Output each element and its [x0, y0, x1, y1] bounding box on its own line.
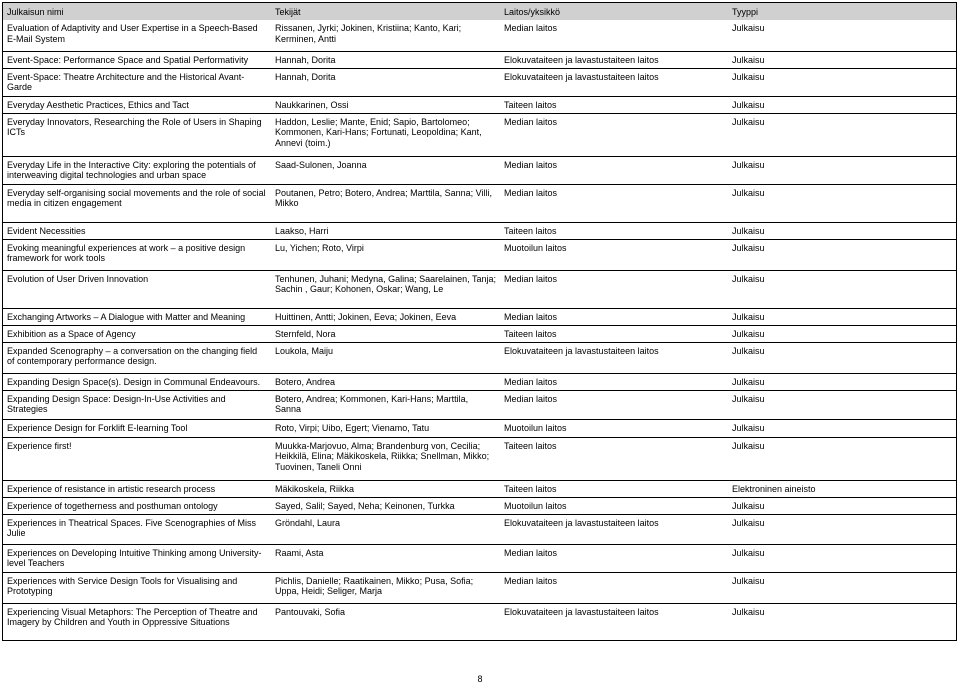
row-unit: Median laitos	[500, 270, 728, 308]
row-type: Julkaisu	[728, 390, 956, 419]
row-unit: Muotoilun laitos	[500, 419, 728, 437]
table-row	[3, 480, 956, 497]
row-type: Julkaisu	[728, 68, 956, 96]
table-row	[3, 51, 956, 68]
row-unit: Elokuvataiteen ja lavastustaiteen laitos	[500, 514, 728, 544]
row-type: Julkaisu	[728, 156, 956, 184]
table-row	[3, 572, 956, 603]
row-unit: Muotoilun laitos	[500, 497, 728, 514]
row-unit: Taiteen laitos	[500, 437, 728, 480]
row-title: Expanding Design Space: Design-In-Use Activities and Strategies	[3, 390, 271, 419]
row-authors: Tenhunen, Juhani; Medyna, Galina; Saarelainen, Tanja; Sachin , Gaur; Kohonen, Oskar; Wang, Le	[271, 270, 500, 308]
row-authors: Sayed, Salil; Sayed, Neha; Keinonen, Turkka	[271, 497, 500, 514]
table-row	[3, 544, 956, 572]
page-number: 8	[477, 674, 483, 684]
row-type: Elektroninen aineisto	[728, 480, 956, 497]
row-type: Julkaisu	[728, 308, 956, 325]
row-authors: Sternfeld, Nora	[271, 325, 500, 342]
row-unit: Taiteen laitos	[500, 96, 728, 113]
row-title: Experience of togetherness and posthuman ontology	[3, 497, 271, 514]
row-authors: Gröndahl, Laura	[271, 514, 500, 544]
table-row	[3, 270, 956, 308]
row-unit: Elokuvataiteen ja lavastustaiteen laitos	[500, 51, 728, 68]
table-row	[3, 156, 956, 184]
row-title: Exhibition as a Space of Agency	[3, 325, 271, 342]
row-type: Julkaisu	[728, 113, 956, 156]
row-title: Experience first!	[3, 437, 271, 480]
table-row	[3, 184, 956, 222]
row-authors: Naukkarinen, Ossi	[271, 96, 500, 113]
row-unit: Median laitos	[500, 184, 728, 222]
row-title: Exchanging Artworks – A Dialogue with Matter and Meaning	[3, 308, 271, 325]
row-unit: Median laitos	[504, 23, 558, 33]
row-type: Julkaisu	[728, 419, 956, 437]
row-title: Evoking meaningful experiences at work – a positive design framework for work tools	[3, 239, 271, 270]
table-row	[3, 497, 956, 514]
row-authors: Hannah, Dorita	[271, 51, 500, 68]
row-title: Event-Space: Theatre Architecture and the Historical Avant-Garde	[3, 68, 271, 96]
row-unit: Elokuvataiteen ja lavastustaiteen laitos	[500, 603, 728, 638]
row-authors: Saad-Sulonen, Joanna	[271, 156, 500, 184]
row-authors: Botero, Andrea; Kommonen, Kari-Hans; Marttila, Sanna	[271, 390, 500, 419]
row-unit: Median laitos	[500, 113, 728, 156]
table-row	[3, 222, 956, 239]
row-authors: Poutanen, Petro; Botero, Andrea; Marttila, Sanna; Villi, Mikko	[271, 184, 500, 222]
row-authors: Haddon, Leslie; Mante, Enid; Sapio, Bartolomeo; Kommonen, Kari-Hans; Fortunati, Leopoldina; Kant, Annevi (toim.)	[271, 113, 500, 156]
row-type: Julkaisu	[728, 325, 956, 342]
row-unit: Median laitos	[500, 572, 728, 603]
row-title: Everyday Innovators, Researching the Role of Users in Shaping ICTs	[3, 113, 271, 156]
publications-table	[3, 3, 956, 638]
row-type: Julkaisu	[728, 222, 956, 239]
row-unit: Muotoilun laitos	[500, 239, 728, 270]
table-row	[3, 390, 956, 419]
row-title: Everyday Life in the Interactive City: exploring the potentials of interweaving digital technologies and urban space	[3, 156, 271, 184]
row-type: Julkaisu	[732, 23, 765, 33]
row-unit: Taiteen laitos	[500, 480, 728, 497]
row-title: Expanding Design Space(s). Design in Communal Endeavours.	[3, 373, 271, 390]
row-authors: Pantouvaki, Sofia	[271, 603, 500, 638]
row-unit: Median laitos	[500, 308, 728, 325]
row-authors: Raami, Asta	[271, 544, 500, 572]
table-body	[3, 20, 956, 638]
row-type: Julkaisu	[728, 184, 956, 222]
table-row	[3, 20, 956, 51]
table-row	[3, 308, 956, 325]
row-unit: Median laitos	[500, 544, 728, 572]
table-row	[3, 113, 956, 156]
header-type: Tyyppi	[728, 3, 956, 20]
row-title: Experience Design for Forklift E-learning Tool	[3, 419, 271, 437]
row-type: Julkaisu	[728, 497, 956, 514]
row-authors: Muukka-Marjovuo, Alma; Brandenburg von, Cecilia; Heikkilä, Elina; Mäkikoskela, Riikka; Snellman, Mikko; Tuovinen, Taneli Onni	[271, 437, 500, 480]
row-authors: Hannah, Dorita	[271, 68, 500, 96]
row-type: Julkaisu	[728, 437, 956, 480]
row-title: Experience of resistance in artistic research process	[3, 480, 271, 497]
row-unit: Elokuvataiteen ja lavastustaiteen laitos	[500, 68, 728, 96]
table-row	[3, 342, 956, 373]
row-authors: Lu, Yichen; Roto, Virpi	[271, 239, 500, 270]
table-row	[3, 373, 956, 390]
row-title: Experiences in Theatrical Spaces. Five Scenographies of Miss Julie	[3, 514, 271, 544]
table-row	[3, 603, 956, 638]
row-title: Event-Space: Performance Space and Spatial Performativity	[3, 51, 271, 68]
row-type: Julkaisu	[728, 342, 956, 373]
row-authors: Roto, Virpi; Uibo, Egert; Vienamo, Tatu	[271, 419, 500, 437]
row-type: Julkaisu	[728, 270, 956, 308]
row-authors: Botero, Andrea	[271, 373, 500, 390]
table-row	[3, 437, 956, 480]
row-title: Experiencing Visual Metaphors: The Perception of Theatre and Imagery by Children and Youth in Oppressive Situations	[3, 603, 271, 638]
header-title: Julkaisun nimi	[3, 3, 271, 20]
row-title: Experiences on Developing Intuitive Thinking among University-level Teachers	[3, 544, 271, 572]
row-unit: Median laitos	[500, 390, 728, 419]
row-unit: Median laitos	[500, 373, 728, 390]
row-type: Julkaisu	[728, 51, 956, 68]
row-authors: Laakso, Harri	[271, 222, 500, 239]
row-type: Julkaisu	[728, 373, 956, 390]
row-type: Julkaisu	[728, 239, 956, 270]
row-authors: Loukola, Maiju	[271, 342, 500, 373]
row-unit: Taiteen laitos	[500, 325, 728, 342]
row-type: Julkaisu	[728, 514, 956, 544]
row-authors: Rissanen, Jyrki; Jokinen, Kristiina; Kanto, Kari; Kerminen, Antti	[275, 23, 462, 44]
row-title: Evident Necessities	[3, 222, 271, 239]
header-authors: Tekijät	[271, 3, 500, 20]
row-unit: Taiteen laitos	[500, 222, 728, 239]
row-type: Julkaisu	[728, 603, 956, 638]
table-row	[3, 419, 956, 437]
row-authors: Mäkikoskela, Riikka	[271, 480, 500, 497]
row-title: Evolution of User Driven Innovation	[3, 270, 271, 308]
table-row	[3, 325, 956, 342]
table-row	[3, 514, 956, 544]
row-unit: Median laitos	[500, 156, 728, 184]
row-type: Julkaisu	[728, 572, 956, 603]
table-row	[3, 68, 956, 96]
row-authors: Huittinen, Antti; Jokinen, Eeva; Jokinen, Eeva	[271, 308, 500, 325]
table-row	[3, 96, 956, 113]
row-title: Experiences with Service Design Tools for Visualising and Prototyping	[3, 572, 271, 603]
row-title: Evaluation of Adaptivity and User Expertise in a Speech-Based E-Mail System	[7, 23, 258, 44]
row-title: Everyday Aesthetic Practices, Ethics and Tact	[3, 96, 271, 113]
header-unit: Laitos/yksikkö	[500, 3, 728, 20]
table-row	[3, 239, 956, 270]
row-type: Julkaisu	[728, 96, 956, 113]
row-type: Julkaisu	[728, 544, 956, 572]
row-title: Expanded Scenography – a conversation on the changing field of contemporary performance design.	[3, 342, 271, 373]
table-header	[3, 3, 956, 20]
row-unit: Elokuvataiteen ja lavastustaiteen laitos	[500, 342, 728, 373]
row-title: Everyday self-organising social movements and the role of social media in citizen engagement	[3, 184, 271, 222]
row-authors: Pichlis, Danielle; Raatikainen, Mikko; Pusa, Sofia; Uppa, Heidi; Seliger, Marja	[271, 572, 500, 603]
